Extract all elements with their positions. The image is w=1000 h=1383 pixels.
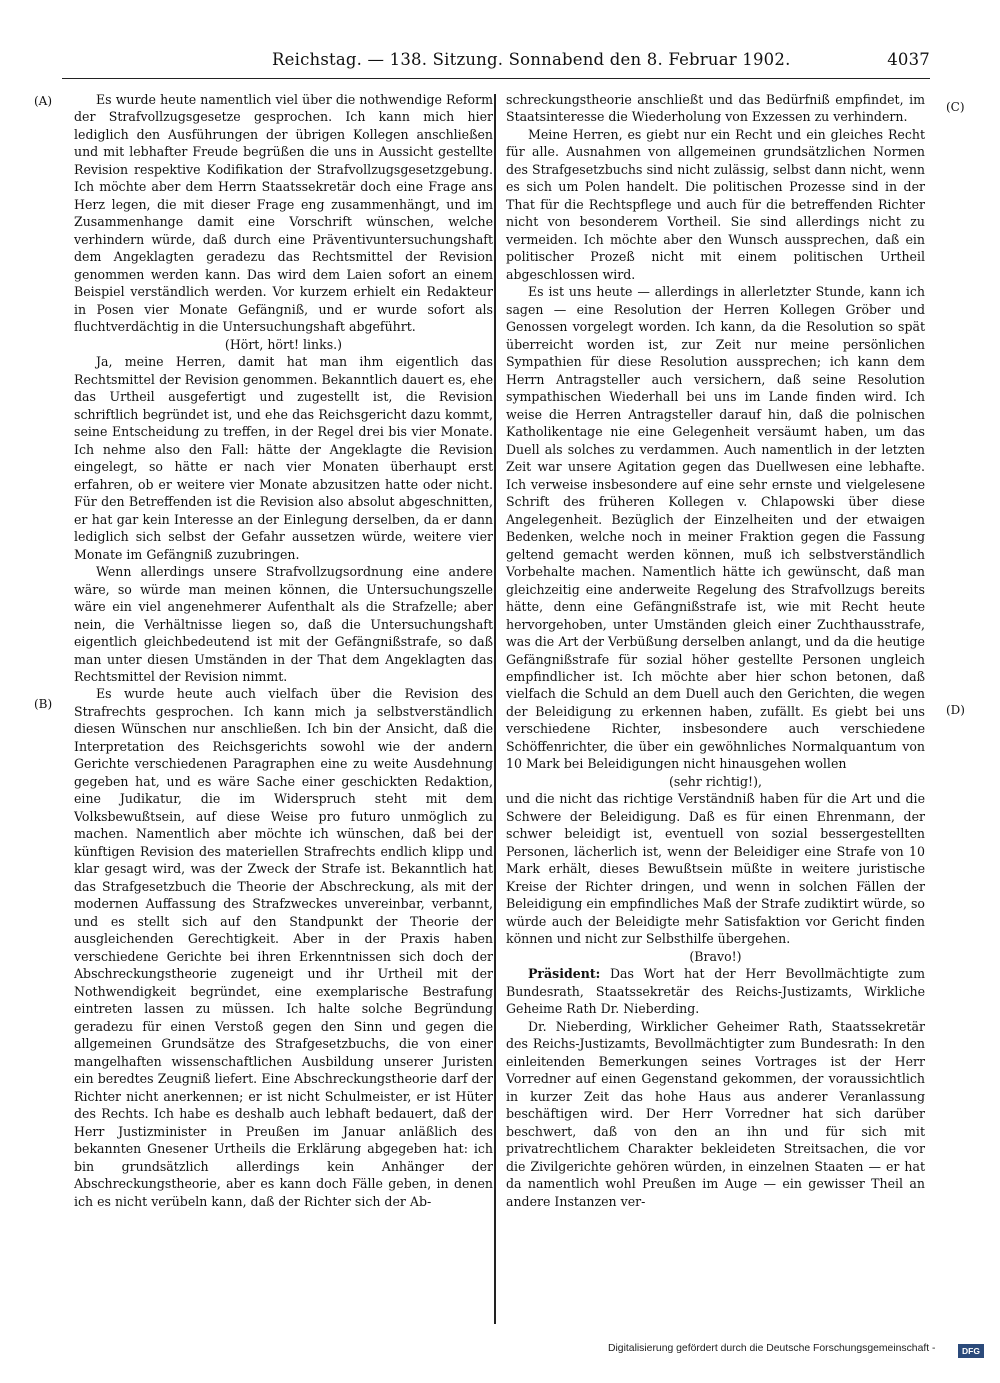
page-header xyxy=(62,50,930,76)
president-statement xyxy=(506,965,925,1017)
header-rule xyxy=(62,78,930,79)
interjection: (Hört, hört! links.) xyxy=(224,336,343,352)
margin-marker-d: (D) xyxy=(946,703,965,717)
statement-text: Das Wort hat der Herr Bevollmächtigte zum Bundesrath, Staatssekretär des Reichs-Justizamts, Wirkliche Geheime Rath Dr. Nieberding. xyxy=(506,966,925,1017)
dfg-logo-icon: DFG xyxy=(958,1344,984,1358)
paragraph: Dr. Nieberding, Wirklicher Geheimer Rath, Staatssekretär des Reichs-Justizamts, Bevollmächtigter zum Bundesrath: In den einleitenden Bemerkungen seines Vortrages ist der Herr Vorredner auf einen Gegenstand gekommen, der voraussichtlich in kurzer Zeit das hohe Haus aus anderer Veranlassung beschäftigen wird. Der Herr Vorredner hat sich darüber beschwert, daß von den an ihn und für sich mit privatrechtlichem Charakter bekleideten Streitsachen, die vor die Zivilgerichte gehören würden, in einzelnen Staaten — er hat da namentlich wohl Preußen im Auge — ein gewisser Theil an andere Instanzen ver- xyxy=(506,1018,925,1209)
page-number: 4037 xyxy=(887,50,930,69)
right-column xyxy=(506,91,925,1210)
paragraph: Es ist uns heute — allerdings in allerletzter Stunde, kann ich sagen — eine Resolution der Herren Kollegen Gröber und Genossen vorgelegt worden. Ich kann, da die Resolution so spät überreicht worden ist, zur Zeit nur meine persönlichen Sympathien für diese Resolution aussprechen; ich kann dem Herrn Antragsteller auch versichern, daß seine Resolution sympathischen Wiederhall bei uns im Lande finden wird. Ich weise die Herren Antragsteller darauf hin, daß die polnischen Katholikentage nie eine Gelegenheit versäumt haben, um das Duell als solches zu verdammen. Auch namentlich in der letzten Zeit war unsere Agitation gegen das Duellwesen eine lebhafte. Ich verweise insbesondere auf eine sehr ernste und vielgelesene Schrift des früheren Kollegen v. Chlapowski über diese Angelegenheit. Bezüglich der Einzelheiten und der etwaigen Bedenken, welche noch in meiner Fraktion gegen die Fassung geltend gemacht werden können, muß ich selbstverständlich Vorbehalte machen. Namentlich hätte ich gewünscht, daß man gleichzeitig eine anderweite Regelung des Strafvollzugs bereits hätte, denn eine Gefängnißstrafe ist, wie mit Recht heute hervorgehoben, unter Umständen gleich einer Zuchthausstrafe, was die Art der Verbüßung derselben anlangt, und da die heutige Gefängnißstrafe für sozial höher gestellte Personen ungleich empfindlicher ist. Ich möchte aber hier schon betonen, daß vielfach die Schuld an dem Duell auch den Gerichten, die wegen der Beleidigung zu erkennen haben, zufällt. Es giebt bei uns verschiedene Richter, insbesondere auch verschiedene Schöffenrichter, die über ein gewöhnliches Normalquantum von 10 Mark bei Beleidigungen nicht hinausgehen wollen xyxy=(506,284,925,772)
margin-marker-a: (A) xyxy=(34,94,53,108)
paragraph: schreckungstheorie anschließt und das Bedürfniß empfindet, im Staatsinteresse die Wiederholung von Exzessen zu verhindern. xyxy=(506,92,925,125)
paragraph: Meine Herren, es giebt nur ein Recht und ein gleiches Recht für alle. Ausnahmen von allgemeinen grundsätzlichen Normen des Strafgesetzbuchs sind nicht zulässig, selbst dann nicht, wenn es sich um Polen handelt. Die politischen Prozesse sind in der That für die Rechtspflege und auch für die betreffenden Richter nicht von besonderem Vortheil. Sie sind allerdings nicht zu vermeiden. Ich möchte aber den Wunsch aussprechen, daß ein politischer Prozeß nicht mit einem politischen Urtheil abgeschlossen wird. xyxy=(506,126,925,282)
paragraph: Wenn allerdings unsere Strafvollzugsordnung eine andere wäre, so würde man meinen können, die Untersuchungszelle wäre ein viel angenehmerer Aufenthalt als die Strafzelle; aber nein, die Verhältnisse liegen so, daß die Untersuchungshaft eigentlich gleichbedeutend ist mit der Gefängnißstrafe, so daß man unter diesen Umständen in der That dem Angeklagten das Rechtsmittel der Revision nimmt. xyxy=(74,564,493,684)
margin-marker-b: (B) xyxy=(34,697,53,711)
paragraph: Es wurde heute auch vielfach über die Revision des Strafrechts gesprochen. Ich kann mich ja selbstverständlich diesen Wünschen nur anschließen. Ich bin der Ansicht, daß die Interpretation des Reichsgerichts sowohl wie der andern Gerichte verschiedenen Paragraphen eine zu weite Ausdehnung gegeben hat, und es wäre Sache einer geschickten Redaktion, eine Judikatur, die im Widerspruch steht mit dem Volksbewußtsein, auf diese Weise pro futuro unmöglich zu machen. Namentlich aber möchte ich wünschen, daß bei der künftigen Revision des materiellen Strafrechts endlich klipp und klar gesagt wird, was der Zweck der Strafe ist. Bekanntlich hat das Strafgesetzbuch die Theorie der Abschreckung, als mit der modernen Auffassung des Strafzweckes unvereinbar, verbannt, und es stellt sich auf den Standpunkt der Theorie der ausgleichenden Gerechtigkeit. Aber in der Praxis haben verschiedene Gerichte bei ihren Erkenntnissen sich doch der Abschreckungstheorie zugeneigt und ihr Urtheil mit der Nothwendigkeit begründet, eine exemplarische Bestrafung eintreten lassen zu müssen. Ich halte solche Begründung geradezu für einen Verstoß gegen den Sinn und gegen die allgemeinen Grundsätze des Strafgesetzbuchs, die von einer mangelhaften wissenschaftlichen Ausbildung unserer Juristen ein beredtes Zeugniß liefert. Eine Abschreckungstheorie darf der Richter nicht anerkennen; er ist nicht Schulmeister, er ist Hüter des Rechts. Ich habe es deshalb auch lebhaft bedauert, daß der Herr Justizminister in Preußen im Januar anläßlich des bekannten Gnesener Urtheils die Erklärung abgegeben hat: ich bin grundsätzlich allerdings kein Anhänger der Abschreckungstheorie, aber es kann doch Fälle geben, in denen ich es nicht verübeln kann, daß der Richter sich der Ab- xyxy=(74,686,493,1209)
paragraph: Es wurde heute namentlich viel über die nothwendige Reform der Strafvollzugsgesetze gesprochen. Ich kann mich hier lediglich den Ausführungen der übrigen Kollegen anschließen und mit lebhafter Freude begrüßen die uns in Aussicht gestellte Revision respektive Kodifikation der Strafvollzugsgesetzgebung. Ich möchte aber dem Herrn Staatssekretär doch eine Frage ans Herz legen, die mit dieser Frage eng zusammenhängt, und im Zusammenhange damit eine Vorschrift wünschen, welche verhindern würde, daß durch eine Präventivuntersuchungshaft dem Angeklagten geradezu das Rechtsmittel der Revision genommen werden kann. Das wird dem Laien sofort an einem Beispiel verständlich werden. Vor kurzem erhielt ein Redakteur in Posen vier Monate Gefängniß, und er wurde sofort als fluchtverdächtig in die Untersuchungshaft abgeführt. xyxy=(74,92,493,335)
speaker-label: Präsident: xyxy=(528,966,601,982)
paragraph: Ja, meine Herren, damit hat man ihm eigentlich das Rechtsmittel der Revision genommen. Bekanntlich dauert es, ehe das Urtheil ausgefertigt und zugestellt ist, die Revision schriftlich begründet ist, und ehe das Reichsgericht dazu kommt, seine Entscheidung zu treffen, in der Regel drei bis vier Monate. Ich nehme also den Fall: hätte der Angeklagte die Revision eingelegt, so hätte er nach vier Monaten überhaupt erst erfahren, ob er weitere vier Monate abzusitzen hatte oder nicht. Für den Betreffenden ist die Revision also absolut abgeschnitten, er hat gar kein Interesse an der Einlegung derselben, da er dann lediglich sich selbst der Gefahr aussetzen würde, weitere vier Monate im Gefängniß zuzubringen. xyxy=(74,354,493,562)
paragraph: und die nicht das richtige Verständniß haben für die Art und die Schwere der Beleidigung. Daß es für einen Ehrenmann, der schwer beleidigt ist, eventuell von sozial bessergestellten Personen, lächerlich ist, wenn der Beleidiger eine Strafe von 10 Mark erhält, dieses Bewußtsein müßte in weitere juristische Kreise der Richter dringen, und wenn in solchen Fällen der Beleidigung ein empfindliches Maß der Strafe zudiktirt würde, so würde auch der Beleidigte mehr Satisfaktion vor Gericht finden können und nicht zur Selbsthilfe übergehen. xyxy=(506,791,925,947)
margin-marker-c: (C) xyxy=(946,100,965,114)
column-divider xyxy=(494,94,496,1324)
running-title: Reichstag. — 138. Sitzung. Sonnabend den 8. Februar 1902. xyxy=(272,50,791,69)
left-column xyxy=(74,91,493,1210)
interjection: (sehr richtig!), xyxy=(669,773,762,789)
digitization-credit: Digitalisierung gefördert durch die Deutsche Forschungsgemeinschaft - xyxy=(608,1343,936,1354)
interjection: (Bravo!) xyxy=(689,948,742,964)
